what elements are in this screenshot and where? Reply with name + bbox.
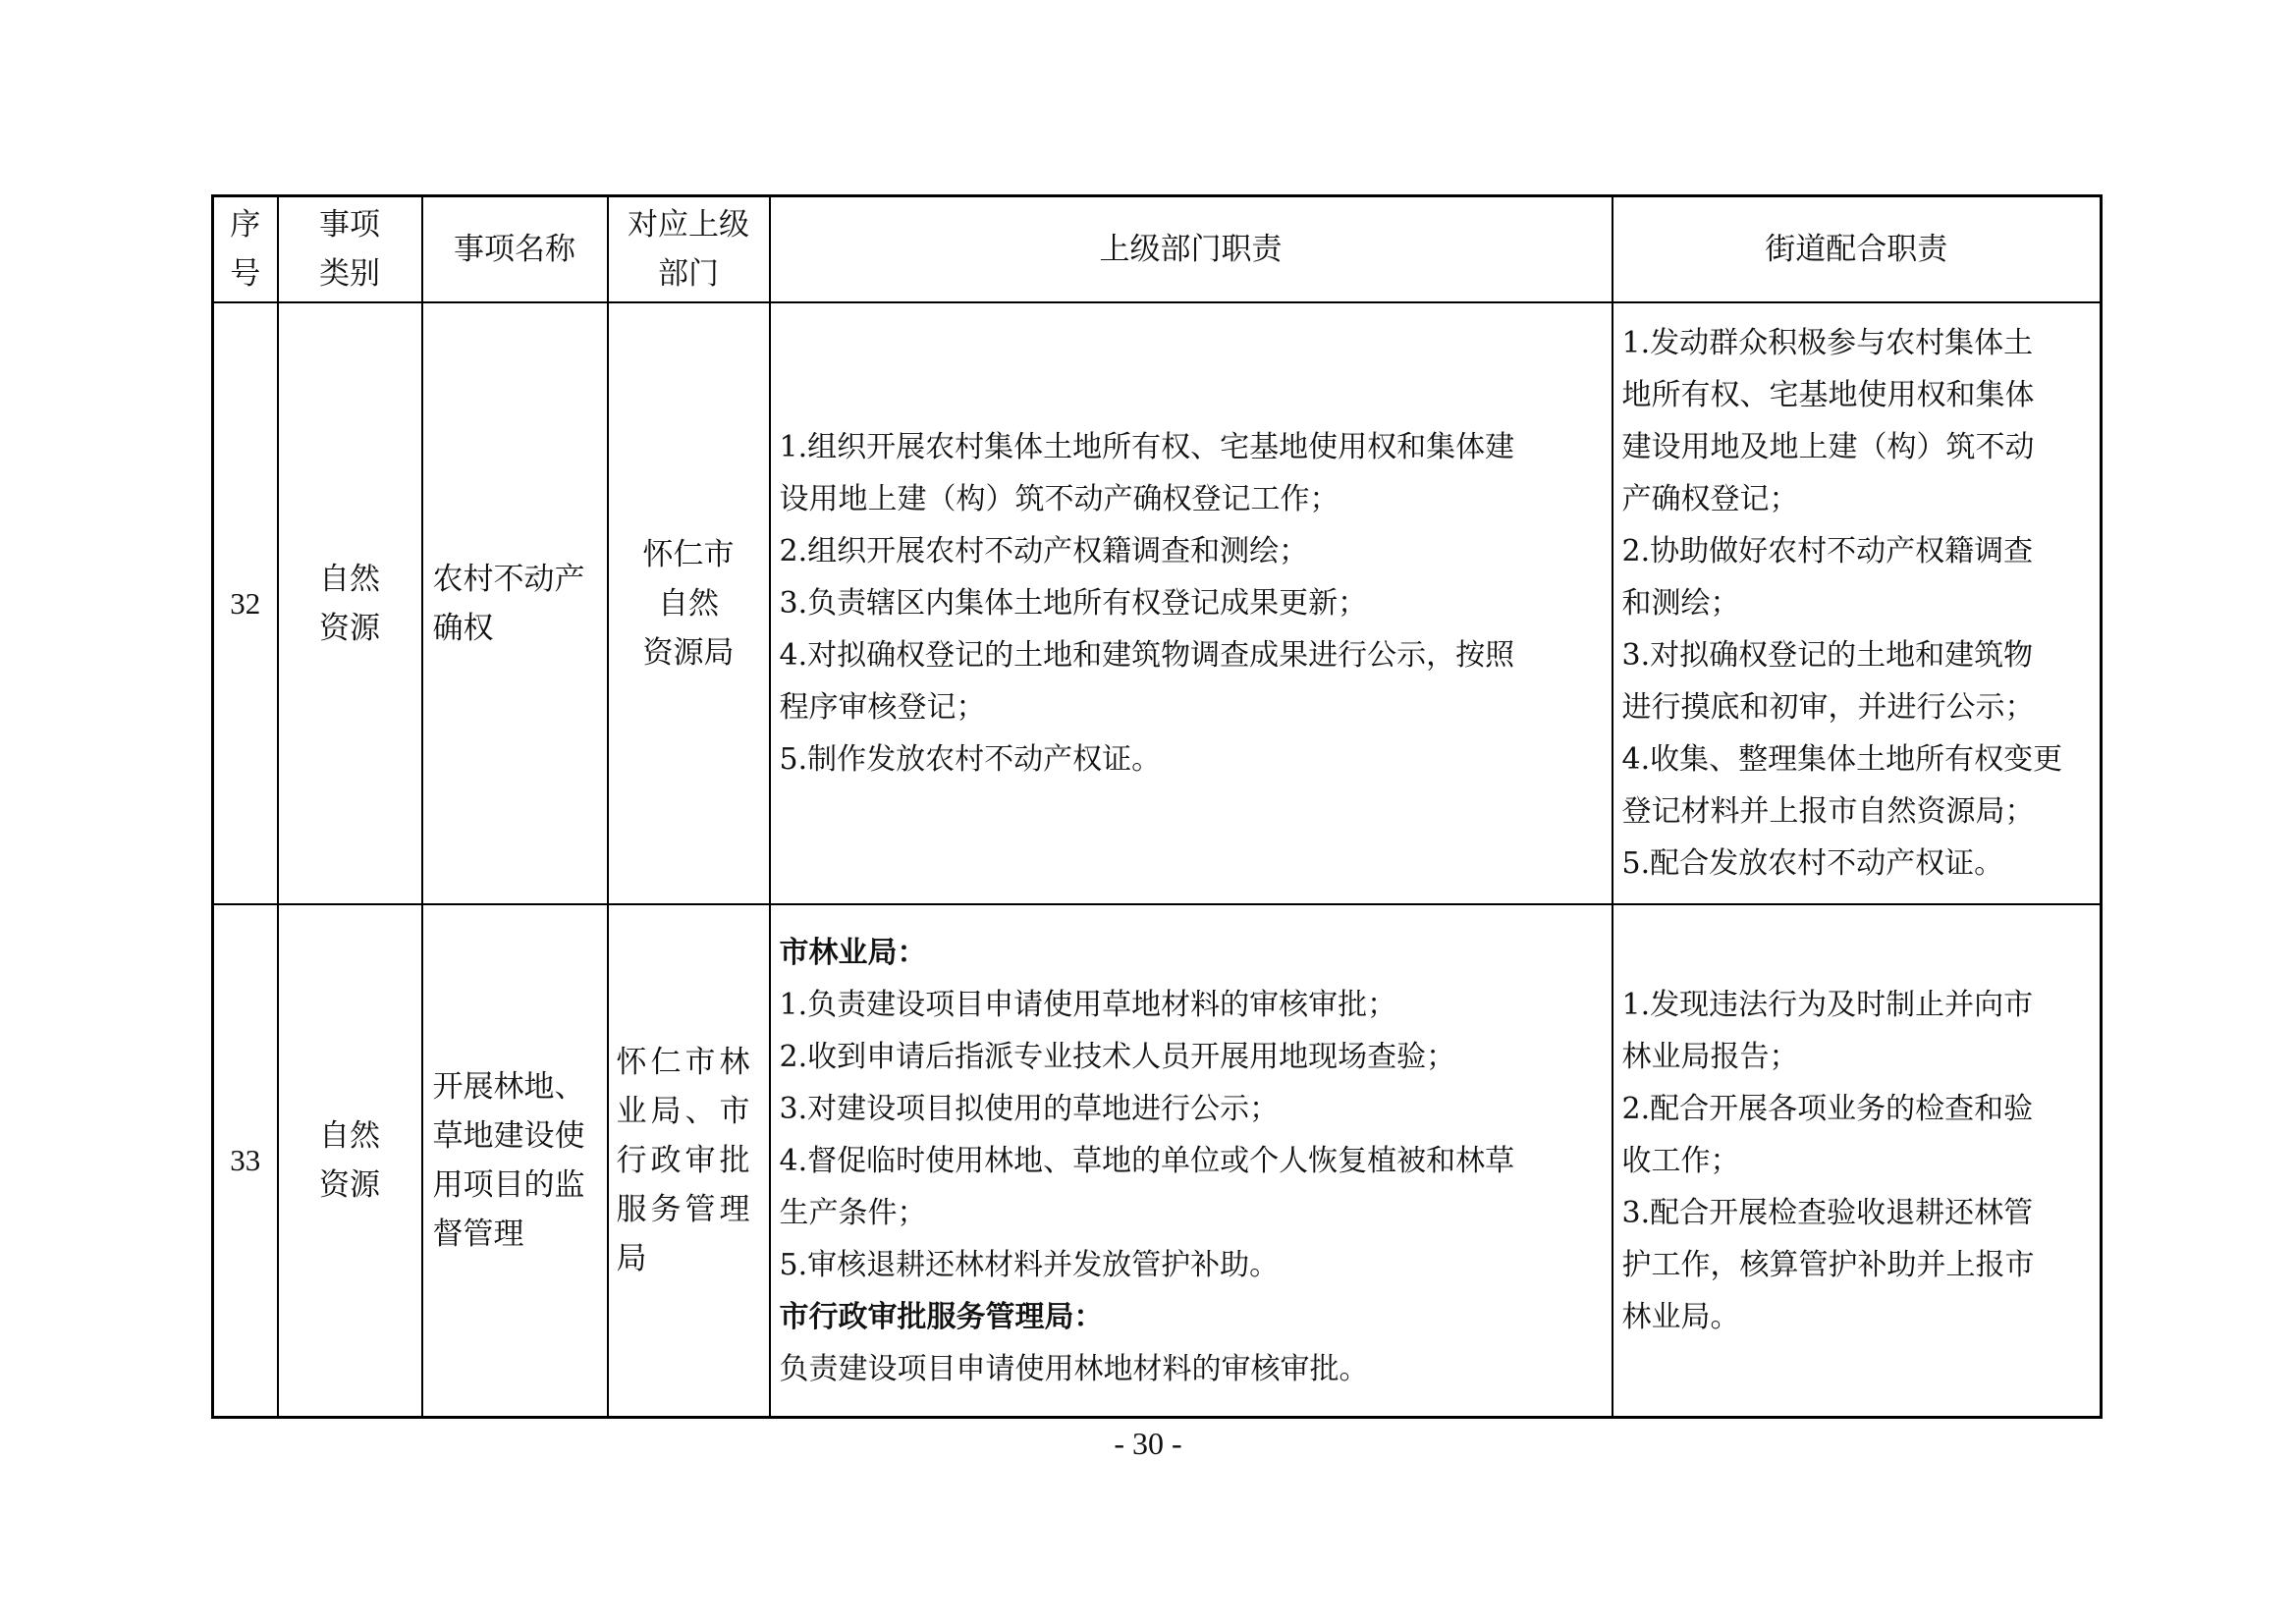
row-superior-duties bbox=[770, 904, 1613, 1418]
header-seq-line: 序 bbox=[230, 207, 261, 243]
row-dept-line: 怀仁市 bbox=[642, 536, 735, 572]
row-name-line: 用项目的监 bbox=[432, 1167, 585, 1203]
row-street-duties bbox=[1613, 302, 2102, 904]
street-duty-line: 产确权登记； bbox=[1621, 482, 1799, 516]
header-superior-dept-line: 部门 bbox=[658, 256, 719, 292]
row-dept bbox=[608, 302, 770, 904]
duty-line: 设用地上建（构）筑不动产确权登记工作； bbox=[779, 482, 1339, 516]
row-name-line: 督管理 bbox=[432, 1217, 524, 1252]
street-duty-line: 1.发现违法行为及时制止并向市 bbox=[1621, 987, 2034, 1022]
street-duty-line: 建设用地及地上建（构）筑不动 bbox=[1621, 430, 2035, 464]
street-duty-line: 收工作； bbox=[1621, 1143, 1740, 1178]
row-dept-line: 行政审批 bbox=[616, 1143, 754, 1178]
street-duty-line: 地所有权、宅基地使用权和集体 bbox=[1621, 378, 2035, 412]
duty-line: 生产条件； bbox=[779, 1195, 927, 1230]
header-superior-dept-line: 对应上级 bbox=[628, 207, 749, 243]
duty-line: 5.制作发放农村不动产权证。 bbox=[779, 742, 1162, 777]
row-seq: 33 bbox=[213, 904, 278, 1418]
street-duty-line: 护工作，核算管护补助并上报市 bbox=[1621, 1247, 2035, 1282]
street-duty-line: 和测绘； bbox=[1621, 586, 1740, 621]
row-dept-line: 业局、市 bbox=[616, 1094, 754, 1129]
header-category bbox=[278, 196, 422, 303]
duty-line: 4.督促临时使用林地、草地的单位或个人恢复植被和林草 bbox=[779, 1143, 1515, 1178]
duty-line: 2.组织开展农村不动产权籍调查和测绘； bbox=[779, 534, 1309, 568]
row-seq: 32 bbox=[213, 302, 278, 904]
street-duty-line: 1.发动群众积极参与农村集体土 bbox=[1621, 326, 2034, 360]
street-duty-line: 2.协助做好农村不动产权籍调查 bbox=[1621, 534, 2034, 568]
duty-line: 4.对拟确权登记的土地和建筑物调查成果进行公示，按照 bbox=[779, 638, 1515, 673]
street-duty-line: 2.配合开展各项业务的检查和验 bbox=[1621, 1091, 2034, 1126]
duty-line: 1.组织开展农村集体土地所有权、宅基地使用权和集体建 bbox=[779, 430, 1515, 464]
duty-line: 程序审核登记； bbox=[779, 690, 986, 725]
street-duty-line: 登记材料并上报市自然资源局； bbox=[1621, 794, 2035, 829]
row-category bbox=[278, 904, 422, 1418]
row-name-line: 农村不动产 bbox=[432, 561, 585, 597]
duty-line: 负责建设项目申请使用林地材料的审核审批。 bbox=[779, 1351, 1369, 1386]
sub-heading-approval: 市行政审批服务管理局： bbox=[779, 1299, 1104, 1334]
row-category bbox=[278, 302, 422, 904]
street-duty-line: 林业局报告； bbox=[1621, 1039, 1799, 1074]
street-duty-line: 林业局。 bbox=[1621, 1299, 1740, 1334]
header-seq bbox=[213, 196, 278, 303]
header-category-line: 事项 bbox=[319, 207, 380, 243]
header-category-line: 类别 bbox=[319, 256, 380, 292]
row-name-line: 开展林地、 bbox=[432, 1069, 585, 1105]
header-street-duties: 街道配合职责 bbox=[1613, 196, 2102, 303]
header-superior-duties: 上级部门职责 bbox=[770, 196, 1613, 303]
street-duty-line: 4.收集、整理集体土地所有权变更 bbox=[1621, 742, 2063, 777]
row-name bbox=[422, 302, 608, 904]
sub-heading-forestry: 市林业局： bbox=[779, 935, 927, 970]
row-dept-line: 怀仁市林 bbox=[616, 1045, 754, 1080]
row-name-line: 草地建设使 bbox=[432, 1118, 585, 1154]
row-dept-line: 自然 bbox=[658, 585, 719, 622]
row-category-line: 自然 bbox=[319, 561, 380, 597]
street-duty-line: 3.配合开展检查验收退耕还林管 bbox=[1621, 1195, 2034, 1230]
duty-line: 3.负责辖区内集体土地所有权登记成果更新； bbox=[779, 586, 1368, 621]
table-row bbox=[213, 904, 2102, 1418]
header-name: 事项名称 bbox=[422, 196, 608, 303]
street-duty-line: 5.配合发放农村不动产权证。 bbox=[1621, 846, 2004, 881]
duty-line: 1.负责建设项目申请使用草地材料的审核审批； bbox=[779, 987, 1397, 1022]
page-number: - 30 - bbox=[1114, 1426, 1182, 1461]
duty-line: 5.审核退耕还林材料并发放管护补助。 bbox=[779, 1247, 1280, 1282]
row-dept-line: 资源局 bbox=[642, 634, 735, 671]
duty-table bbox=[211, 194, 2103, 1419]
row-category-line: 资源 bbox=[319, 610, 380, 646]
table-header-row bbox=[213, 196, 2102, 303]
row-name-line: 确权 bbox=[432, 610, 494, 646]
header-superior-dept bbox=[608, 196, 770, 303]
duty-line: 2.收到申请后指派专业技术人员开展用地现场查验； bbox=[779, 1039, 1456, 1074]
header-seq-line: 号 bbox=[230, 256, 261, 292]
row-dept-line: 局 bbox=[616, 1241, 651, 1276]
row-category-line: 自然 bbox=[319, 1118, 380, 1154]
street-duty-line: 3.对拟确权登记的土地和建筑物 bbox=[1621, 638, 2034, 673]
row-dept bbox=[608, 904, 770, 1418]
row-category-line: 资源 bbox=[319, 1167, 380, 1203]
row-street-duties bbox=[1613, 904, 2102, 1418]
row-dept-line: 服务管理 bbox=[616, 1192, 754, 1227]
street-duty-line: 进行摸底和初审，并进行公示； bbox=[1621, 690, 2035, 725]
table-row bbox=[213, 302, 2102, 904]
duty-line: 3.对建设项目拟使用的草地进行公示； bbox=[779, 1091, 1280, 1126]
row-superior-duties bbox=[770, 302, 1613, 904]
row-name bbox=[422, 904, 608, 1418]
